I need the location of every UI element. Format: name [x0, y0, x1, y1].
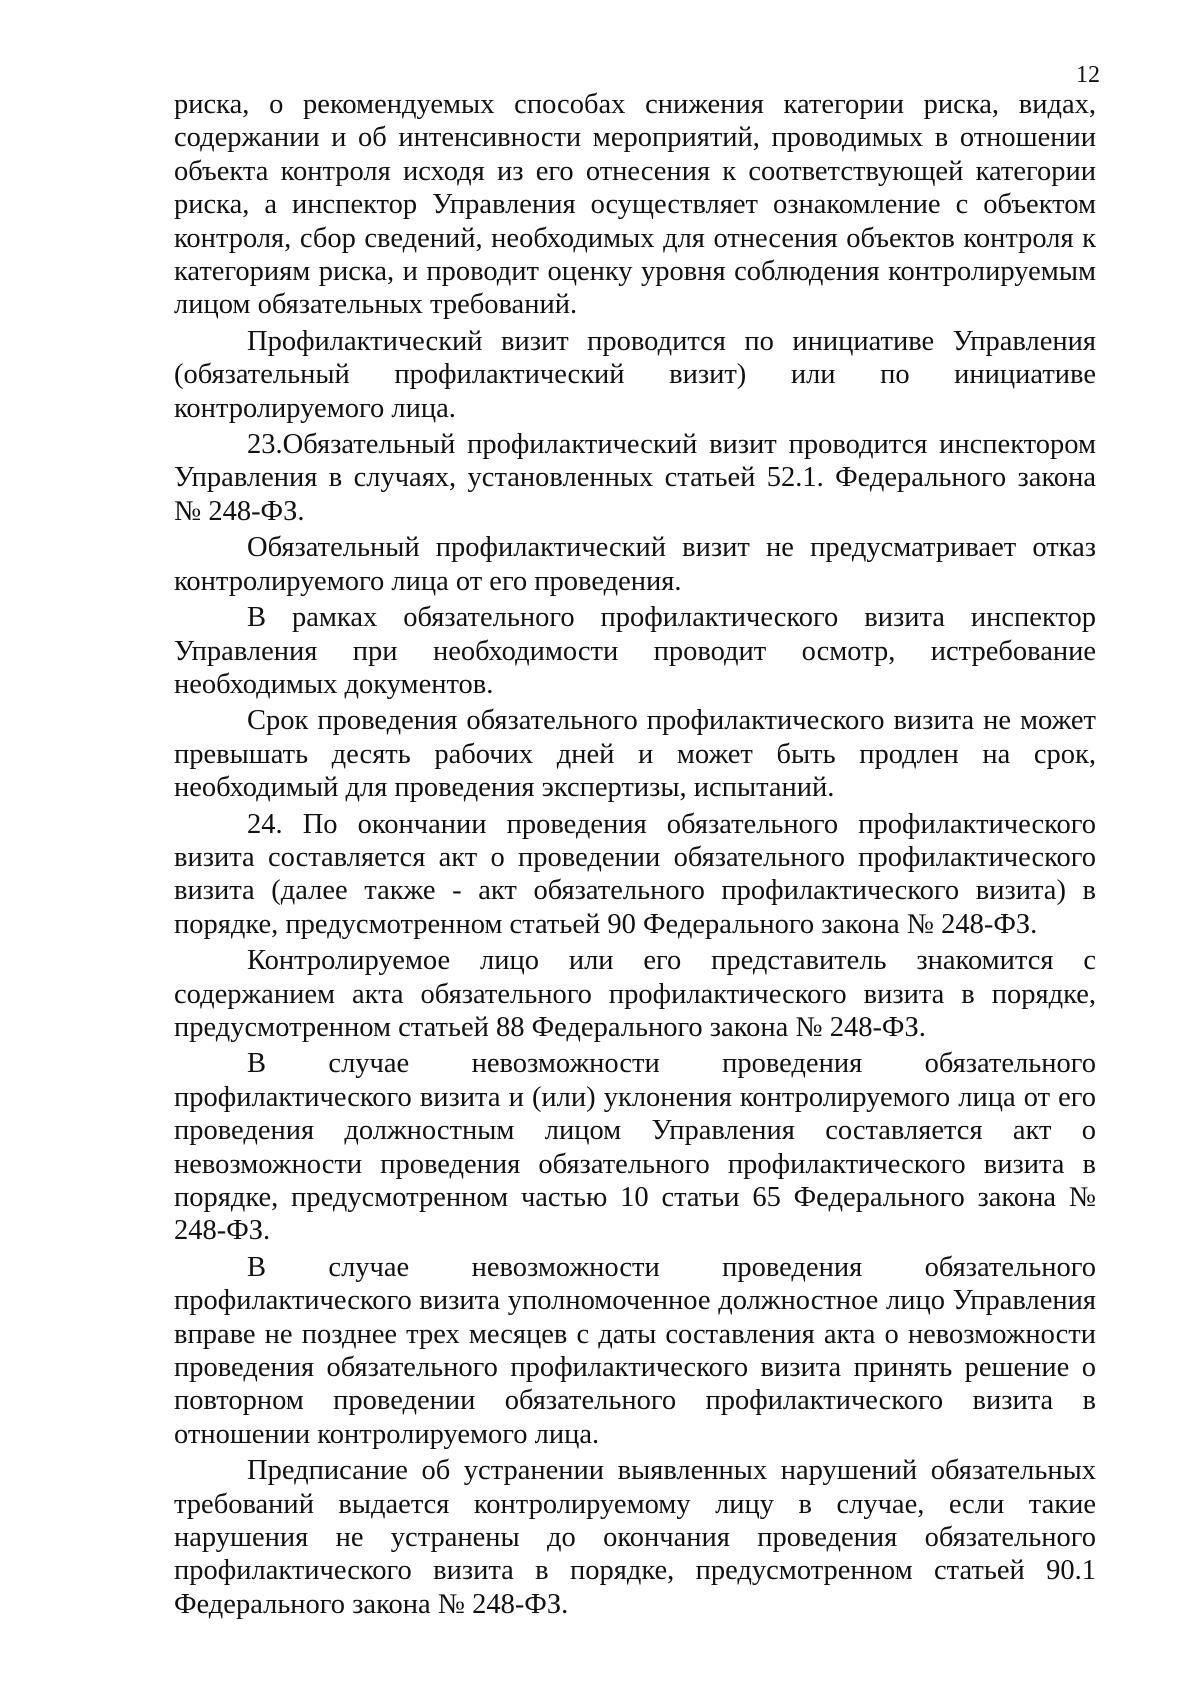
- document-body: [174, 88, 1096, 1621]
- paragraph-item-24: 24. По окончании проведения обязательного профилактического визита составляется акт о проведении обязательного профилактического визита (далее также - акт обязательного профилактического визита) в порядке, предусмотренном статьей 90 Федерального закона № 248-ФЗ.: [174, 808, 1096, 940]
- paragraph-act-familiarization: Контролируемое лицо или его представитель знакомится с содержанием акта обязательного профилактического визита в порядке, предусмотренном статьей 88 Федерального закона № 248-ФЗ.: [174, 945, 1096, 1043]
- paragraph-continuation: риска, о рекомендуемых способах снижения категории риска, видах, содержании и об интенсивности мероприятий, проводимых в отношении объекта контроля исходя из его отнесения к соответствующей категории риска, а инспектор Управления осуществляет ознакомление с объектом контроля, сбор сведений, необходимых для отнесения объектов контроля к категориям риска, и проводит оценку уровня соблюдения контролируемым лицом обязательных требований.: [174, 89, 1096, 321]
- paragraph-visit-duration: Срок проведения обязательного профилактического визита не может превышать десять рабочих дней и может быть продлен на срок, необходимый для проведения экспертизы, испытаний.: [174, 705, 1096, 804]
- page-number: 12: [1076, 62, 1100, 88]
- paragraph-no-refusal: Обязательный профилактический визит не предусматривает отказ контролируемого лица от его проведения.: [174, 532, 1096, 597]
- paragraph-impossibility-act: В случае невозможности проведения обязательного профилактического визита и (или) уклонения контролируемого лица от его проведения должностным лицом Управления составляется акт о невозможности проведения обязательного профилактического визита в порядке, предусмотренном частью 10 статьи 65 Федерального закона № 248-ФЗ.: [174, 1048, 1096, 1247]
- paragraph-repeat-visit: В случае невозможности проведения обязательного профилактического визита уполномоченное должностное лицо Управления вправе не позднее трех месяцев с даты составления акта о невозможности проведения обязательного профилактического визита принять решение о повторном проведении обязательного профилактического визита в отношении контролируемого лица.: [174, 1251, 1096, 1450]
- paragraph-inspection-scope: В рамках обязательного профилактического визита инспектор Управления при необходимости проводит осмотр, истребование необходимых документов.: [174, 602, 1096, 700]
- paragraph-item-23: 23.Обязательный профилактический визит проводится инспектором Управления в случаях, установленных статьей 52.1. Федерального закона № 248-ФЗ.: [174, 429, 1096, 527]
- paragraph-visit-initiative: Профилактический визит проводится по инициативе Управления (обязательный профилактический визит) или по инициативе контролируемого лица.: [174, 325, 1096, 424]
- paragraph-prescription: Предписание об устранении выявленных нарушений обязательных требований выдается контролируемому лицу в случае, если такие нарушения не устранены до окончания проведения обязательного профилактического визита в порядке, предусмотренном статьей 90.1 Федерального закона № 248-ФЗ.: [174, 1455, 1096, 1620]
